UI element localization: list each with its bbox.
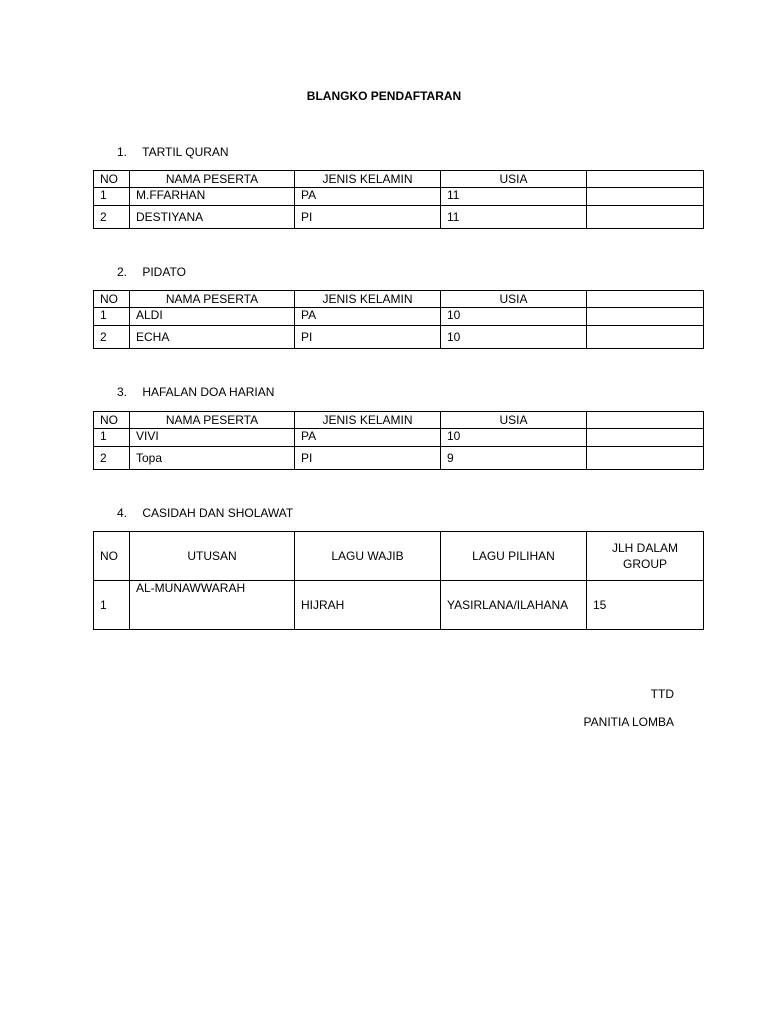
section-number: 3. xyxy=(117,385,128,399)
table-tartil-quran xyxy=(93,170,704,229)
section-heading-pidato xyxy=(117,265,186,279)
header-no: NO xyxy=(94,291,130,308)
cell-lagu-wajib: HIJRAH xyxy=(295,581,441,630)
table-pidato xyxy=(93,290,704,349)
cell-lagu-pilihan: YASIRLANA/ILAHANA xyxy=(441,581,587,630)
cell-nama: M.FFARHAN xyxy=(130,188,295,206)
cell-jenis-kelamin: PI xyxy=(295,447,441,470)
cell-usia: 10 xyxy=(441,429,587,447)
header-jenis-kelamin: JENIS KELAMIN xyxy=(295,412,441,429)
document-title: BLANGKO PENDAFTARAN xyxy=(306,89,462,103)
table-hafalan-doa-harian xyxy=(93,411,704,470)
header-nama-peserta: NAMA PESERTA xyxy=(130,171,295,188)
section-name: PIDATO xyxy=(142,265,186,279)
cell-no: 1 xyxy=(94,308,130,326)
cell-jenis-kelamin: PI xyxy=(295,326,441,349)
section-name: TARTIL QURAN xyxy=(142,145,229,159)
table-casidah-dan-sholawat xyxy=(93,531,704,630)
section-heading-hafalan-doa-harian xyxy=(117,385,274,399)
header-nama-peserta: NAMA PESERTA xyxy=(130,412,295,429)
cell-utusan: AL-MUNAWWARAH xyxy=(130,581,295,630)
table-row xyxy=(94,326,704,349)
header-usia: USIA xyxy=(441,171,587,188)
section-number: 1. xyxy=(117,145,128,159)
header-nama-peserta: NAMA PESERTA xyxy=(130,291,295,308)
cell-nama: Topa xyxy=(130,447,295,470)
cell-nama: ALDI xyxy=(130,308,295,326)
section-name: CASIDAH DAN SHOLAWAT xyxy=(142,506,294,520)
cell-blank xyxy=(587,188,704,206)
cell-blank xyxy=(587,206,704,229)
cell-blank xyxy=(587,447,704,470)
table-header-row xyxy=(94,171,704,188)
section-heading-casidah-dan-sholawat xyxy=(117,506,293,520)
table-row xyxy=(94,188,704,206)
section-number: 2. xyxy=(117,265,128,279)
cell-usia: 9 xyxy=(441,447,587,470)
header-blank xyxy=(587,291,704,308)
table-header-row xyxy=(94,412,704,429)
signature-panitia-lomba: PANITIA LOMBA xyxy=(583,715,674,729)
table-row xyxy=(94,581,704,630)
cell-nama: DESTIYANA xyxy=(130,206,295,229)
cell-no: 1 xyxy=(94,188,130,206)
header-usia: USIA xyxy=(441,412,587,429)
header-utusan: UTUSAN xyxy=(130,532,295,581)
cell-nama: ECHA xyxy=(130,326,295,349)
header-lagu-wajib: LAGU WAJIB xyxy=(295,532,441,581)
cell-jenis-kelamin: PA xyxy=(295,429,441,447)
cell-no: 1 xyxy=(94,429,130,447)
cell-jenis-kelamin: PI xyxy=(295,206,441,229)
header-blank xyxy=(587,171,704,188)
cell-no: 1 xyxy=(94,581,130,630)
header-lagu-pilihan: LAGU PILIHAN xyxy=(441,532,587,581)
cell-blank xyxy=(587,308,704,326)
section-number: 4. xyxy=(117,506,128,520)
section-name: HAFALAN DOA HARIAN xyxy=(142,385,275,399)
section-heading-tartil-quran xyxy=(117,145,229,159)
header-no: NO xyxy=(94,412,130,429)
cell-jenis-kelamin: PA xyxy=(295,308,441,326)
header-blank xyxy=(587,412,704,429)
cell-usia: 10 xyxy=(441,326,587,349)
cell-usia: 10 xyxy=(441,308,587,326)
cell-no: 2 xyxy=(94,206,130,229)
header-jenis-kelamin: JENIS KELAMIN xyxy=(295,171,441,188)
cell-blank xyxy=(587,429,704,447)
table-row xyxy=(94,206,704,229)
cell-jlh-dalam-group: 15 xyxy=(587,581,704,630)
table-row xyxy=(94,429,704,447)
header-no: NO xyxy=(94,532,130,581)
cell-no: 2 xyxy=(94,326,130,349)
cell-blank xyxy=(587,326,704,349)
header-usia: USIA xyxy=(441,291,587,308)
header-jenis-kelamin: JENIS KELAMIN xyxy=(295,291,441,308)
table-header-row xyxy=(94,532,704,581)
cell-no: 2 xyxy=(94,447,130,470)
cell-usia: 11 xyxy=(441,188,587,206)
table-row xyxy=(94,447,704,470)
table-row xyxy=(94,308,704,326)
signature-ttd: TTD xyxy=(650,687,674,701)
cell-nama: VIVI xyxy=(130,429,295,447)
cell-usia: 11 xyxy=(441,206,587,229)
cell-jenis-kelamin: PA xyxy=(295,188,441,206)
header-no: NO xyxy=(94,171,130,188)
table-header-row xyxy=(94,291,704,308)
header-jlh-dalam-group: JLH DALAM GROUP xyxy=(587,532,704,581)
